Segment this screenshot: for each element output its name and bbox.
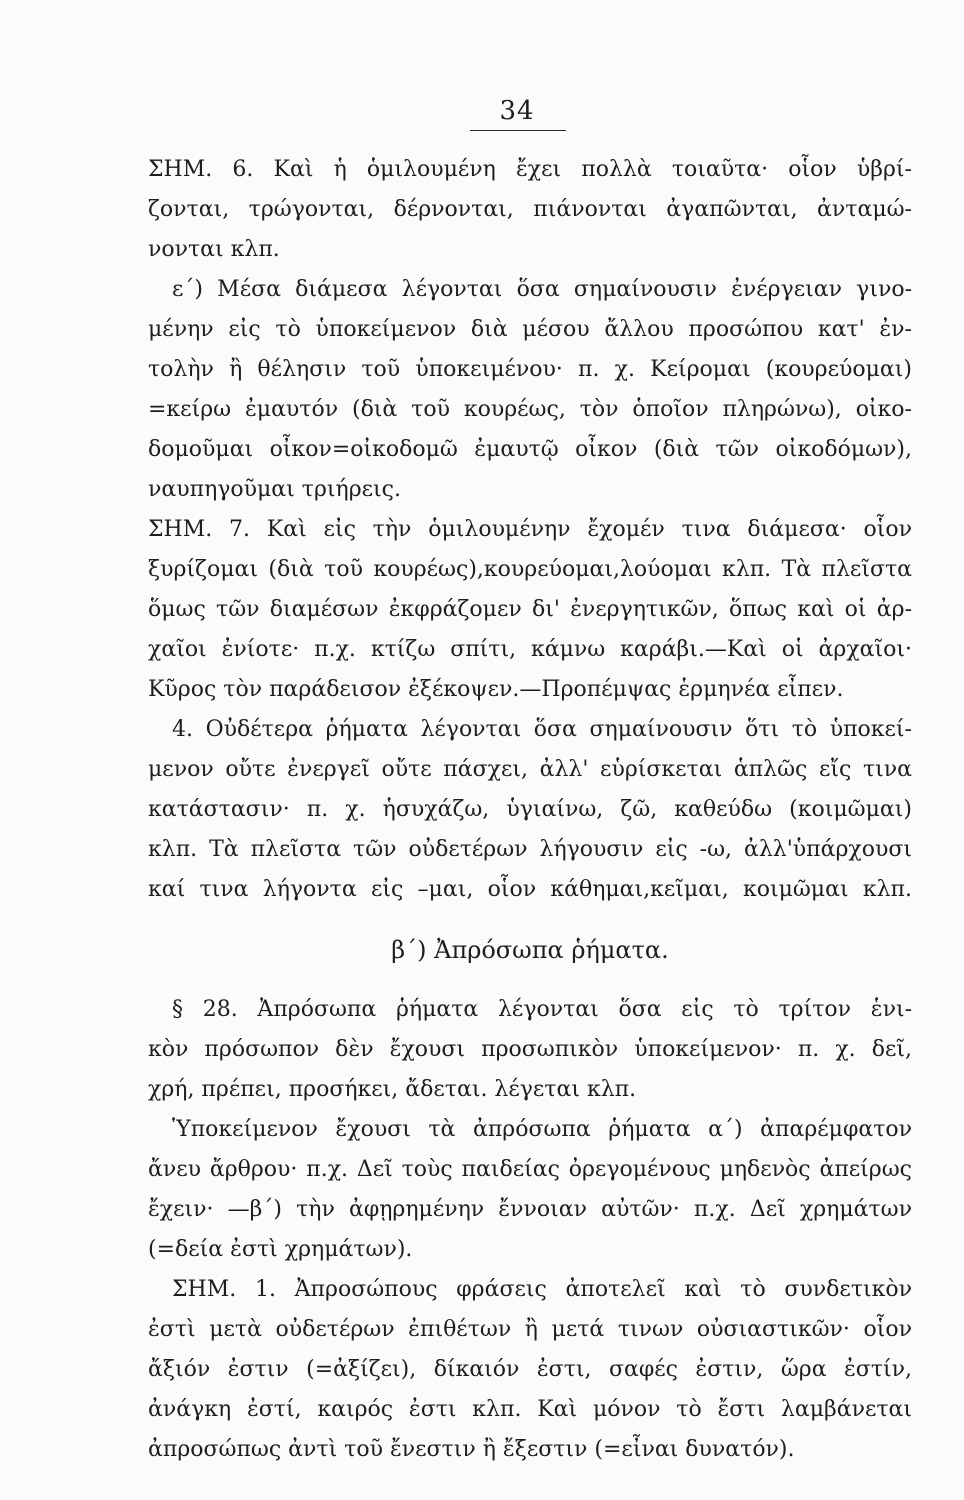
text-line: ἀνάγκη ἐστί, καιρός ἐστι κλπ. Καὶ μόνον τὸ ἔστι λαμβάνεται [148,1397,912,1422]
text-line: ἀπροσώπως ἀντὶ τοῦ ἔνεστιν ἢ ἔξεστιν (=εἶναι δυνατόν). [148,1437,795,1462]
text-line: μενον οὔτε ἐνεργεῖ οὔτε πάσχει, ἀλλ' εὑρίσκεται ἁπλῶς εἴς τινα [148,757,912,782]
text-line: ξυρίζομαι (διὰ τοῦ κουρέως),κουρεύομαι,λούομαι κλπ. Τὰ πλεῖστα [148,557,912,582]
text-line: ΣΗΜ. 1. Ἀπροσώπους φράσεις ἀποτελεῖ καὶ τὸ συνδετικὸν [172,1277,912,1302]
text-line: =κείρω ἐμαυτόν (διὰ τοῦ κουρέως, τὸν ὁποῖον πληρώνω), οἰκο- [148,397,912,422]
text-line: κλπ. Τὰ πλεῖστα τῶν οὐδετέρων λήγουσιν εἰς -ω, ἀλλ'ὑπάρχουσι [148,837,912,862]
page-number: 34 [499,96,535,126]
text-line: κὸν πρόσωπον δὲν ἔχουσι προσωπικὸν ὑποκείμενον· π. χ. δεῖ, [148,1037,912,1062]
text-line: Ὑποκείμενον ἔχουσι τὰ ἀπρόσωπα ῥήματα α΄) ἀπαρέμφατον [172,1117,912,1142]
text-line: ἐστὶ μετὰ οὐδετέρων ἐπιθέτων ἢ μετά τινων οὐσιαστικῶν· οἷον [148,1317,912,1342]
text-line: νονται κλπ. [148,237,280,262]
text-line: (=δεία ἐστὶ χρημάτων). [148,1237,413,1262]
text-line: ε΄) Μέσα διάμεσα λέγονται ὅσα σημαίνουσιν ἐνέργειαν γινο- [172,277,912,302]
text-line: ναυπηγοῦμαι τριήρεις. [148,477,401,502]
text-line: ΣΗΜ. 7. Καὶ εἰς τὴν ὁμιλουμένην ἔχομέν τινα διάμεσα· οἷον [148,517,912,542]
text-line: ἔχειν· —β΄) τὴν ἀφῃρημένην ἔννοιαν αὐτῶν· π.χ. Δεῖ χρημάτων [148,1197,912,1222]
text-line: Κῦρος τὸν παράδεισον ἐξέκοψεν.—Προπέμψας ἑρμηνέα εἶπεν. [148,677,844,702]
text-line: ὅμως τῶν διαμέσων ἐκφράζομεν δι' ἐνεργητικῶν, ὅπως καὶ οἱ ἀρ- [148,597,912,622]
text-line: τολὴν ἢ θέλησιν τοῦ ὑποκειμένου· π. χ. Κείρομαι (κουρεύομαι) [148,357,912,382]
spacer [148,910,912,924]
text-line: δομοῦμαι οἶκον=οἰκοδομῶ ἐμαυτῷ οἶκον (διὰ τῶν οἰκοδόμων), [148,437,912,462]
text-line: καί τινα λήγοντα εἰς –μαι, οἷον κάθημαι,κεῖμαι, κοιμῶμαι κλπ. [148,877,912,902]
text-line: χαῖοι ἐνίοτε· π.χ. κτίζω σπίτι, κάμνω καράβι.—Καὶ οἱ ἀρχαῖοι· [148,637,912,662]
text-line: ζονται, τρώγονται, δέρνονται, πιάνονται ἀγαπῶνται, ἀνταμώ- [148,197,912,222]
text-line: μένην εἰς τὸ ὑποκείμενον διὰ μέσου ἄλλου προσώπου κατ' ἐν- [148,317,912,342]
header-rule [470,130,566,131]
text-line: 4. Οὐδέτερα ῥήματα λέγονται ὅσα σημαίνουσιν ὅτι τὸ ὑποκεί- [172,717,912,742]
text-line: ἄξιόν ἐστιν (=ἀξίζει), δίκαιόν ἐστι, σαφές ἐστιν, ὥρα ἐστίν, [148,1357,912,1382]
text-line: ΣΗΜ. 6. Καὶ ἡ ὁμιλουμένη ἔχει πολλὰ τοιαῦτα· οἷον ὑβρί- [148,157,912,182]
section-heading: β΄) Ἀπρόσωπα ῥήματα. [391,936,669,964]
body-text [148,150,912,1470]
text-line: § 28. Ἀπρόσωπα ῥήματα λέγονται ὅσα εἰς τὸ τρίτον ἑνι- [172,997,912,1022]
text-line: κατάστασιν· π. χ. ἡσυχάζω, ὑγιαίνω, ζῶ, καθεύδω (κοιμῶμαι) [148,797,912,822]
spacer [148,976,912,990]
text-line: χρή, πρέπει, προσήκει, ἄδεται. λέγεται κλπ. [148,1077,637,1102]
text-line: ἄνευ ἄρθρου· π.χ. Δεῖ τοὺς παιδείας ὀρεγομένους μηδενὸς ἀπείρως [148,1157,912,1182]
